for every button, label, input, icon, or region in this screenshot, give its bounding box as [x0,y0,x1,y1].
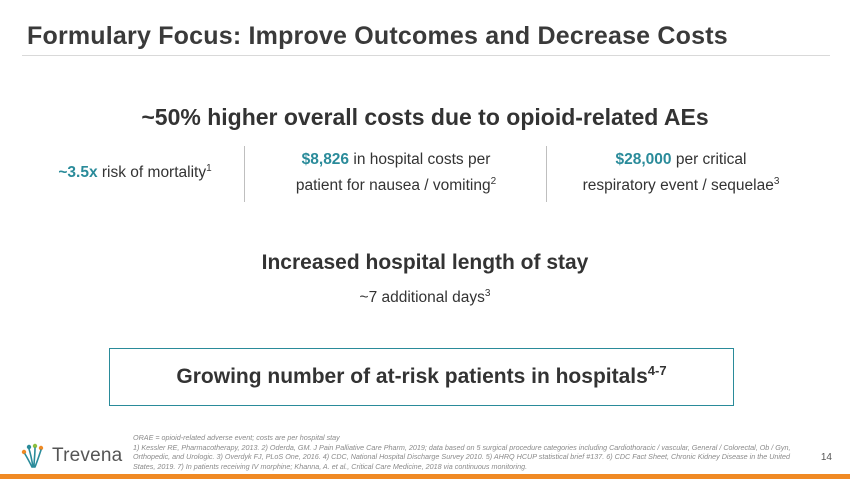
stat-respiratory-sup: 3 [773,175,780,187]
stat-divider-2 [546,146,547,202]
trevena-logo [20,442,122,470]
footnotes [133,433,813,471]
stat-divider-1 [244,146,245,202]
at-risk-callout-box [109,348,734,406]
stat-respiratory-text-1: per critical [671,151,747,168]
page-number: 14 [820,452,832,463]
stat-mortality-value: ~3.5x [58,164,98,181]
stat-nausea-text-2: patient for nausea / vomiting [295,177,491,194]
stat-respiratory [556,147,806,199]
stat-nausea-text-1: in hospital costs per [349,151,491,168]
stat-mortality [30,160,240,186]
logo-wordmark: Trevena [52,445,123,466]
callout-sup: 4-7 [647,363,667,378]
trevena-logo-icon [20,443,50,469]
stay-headline: Increased hospital length of stay [261,251,589,274]
stay-detail-text: ~7 additional days [359,289,485,306]
stat-respiratory-value: $28,000 [615,151,672,168]
stat-respiratory-text-2: respiratory event / sequelae [582,177,774,194]
stat-nausea-value: $8,826 [301,151,350,168]
bottom-accent-bar [0,474,850,479]
stat-mortality-sup: 1 [206,162,212,174]
costs-headline: ~50% higher overall costs due to opioid-related AEs [141,104,709,130]
callout-text [176,365,666,389]
stay-detail [0,289,850,307]
stat-nausea-sup: 2 [490,175,497,187]
footnote-references: 1) Kessler RE, Pharmacotherapy, 2013. 2) Oderda, GM. J Pain Palliative Care Pharm, 2019; data based on 5 surgical procedure categories including Cardiothoracic / vascular, General / Colorectal, Ob / Gyn, Orthopedic, and Urologic. 3) Overdyk FJ, PLoS One, 2016. 4) CDC, National Hospital Discharge Survey 2010. 5) AHRQ HCUP statistical brief #137. 6) CDC Fact Sheet, Chronic Kidney Disease in the United States, 2019. 7) In patients receiving IV morphine; Khanna, A. et al., Critical Care Medicine, 2018 via continuous monitoring. [133,442,791,471]
title-divider [22,55,830,56]
stat-mortality-text: risk of mortality [97,164,207,181]
slide-title: Formulary Focus: Improve Outcomes and Decrease Costs [27,22,728,50]
callout-label: Growing number of at-risk patients in hospitals [176,365,648,388]
stat-nausea [256,147,536,199]
stay-detail-sup: 3 [484,287,491,299]
footnote-abbreviation: ORAE = opioid-related adverse event; costs are per hospital stay [133,433,340,442]
